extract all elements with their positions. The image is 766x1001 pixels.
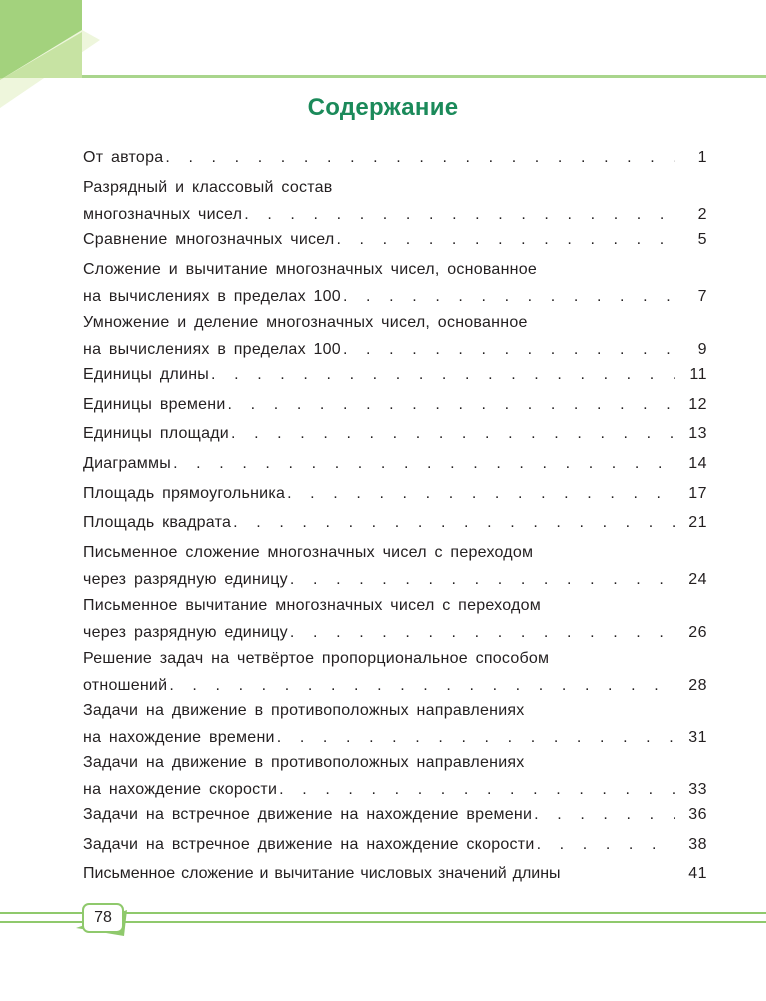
toc-page-number: 12 bbox=[688, 396, 707, 413]
toc-page-number: 31 bbox=[688, 729, 707, 746]
toc-entry-title: Письменное сложение и вычитание числовых значений длины bbox=[83, 865, 561, 882]
toc-page-number: 21 bbox=[688, 514, 707, 531]
toc-entry[interactable] bbox=[83, 749, 707, 803]
toc-page-number: 1 bbox=[697, 149, 707, 166]
toc-entry-title: на вычислениях в пределах 100 bbox=[83, 341, 341, 358]
toc-entry[interactable] bbox=[83, 144, 707, 171]
toc-entry[interactable] bbox=[83, 174, 707, 228]
dot-leader bbox=[537, 831, 675, 858]
toc-entry-title: Площадь квадрата bbox=[83, 514, 232, 531]
toc-entry-title-line1: Разрядный и классовый состав bbox=[83, 179, 333, 196]
page-number-badge: 78 bbox=[82, 903, 124, 933]
toc-entry-title: Сравнение многозначных чисел bbox=[83, 231, 335, 248]
dot-leader bbox=[228, 391, 675, 418]
toc-entry-title-line1: Решение задач на четвёртое пропорциональное способом bbox=[83, 650, 550, 667]
toc-entry-title-line1: Сложение и вычитание многозначных чисел, основанное bbox=[83, 261, 538, 278]
toc-page-number: 11 bbox=[689, 366, 707, 383]
toc-entry[interactable] bbox=[83, 226, 707, 253]
dot-leader bbox=[279, 776, 675, 803]
toc-entry-title: Единицы площади bbox=[83, 425, 229, 442]
toc-entry-title: От автора bbox=[83, 149, 164, 166]
page-title: Содержание bbox=[307, 94, 459, 121]
toc-entry-title: Задачи на встречное движение на нахождение времени bbox=[83, 806, 533, 823]
dot-leader bbox=[173, 450, 675, 477]
toc-entry-title: Диаграммы bbox=[83, 455, 172, 472]
dot-leader bbox=[343, 283, 675, 310]
toc-entry-title-line1: Задачи на движение в противоположных направлениях bbox=[83, 702, 525, 719]
toc-entry-title: отношений bbox=[83, 677, 168, 694]
toc-entry[interactable] bbox=[83, 420, 707, 447]
dot-leader bbox=[343, 336, 675, 363]
toc-entry-title-line1: Письменное сложение многозначных чисел с переходом bbox=[83, 544, 534, 561]
toc-entry-title: Площадь прямоугольника bbox=[83, 485, 286, 502]
toc-entry[interactable] bbox=[83, 592, 707, 646]
toc-page-number: 38 bbox=[688, 836, 707, 853]
toc-page-number: 2 bbox=[697, 206, 707, 223]
dot-leader bbox=[287, 480, 675, 507]
toc-page-number: 9 bbox=[697, 341, 707, 358]
toc-entry-title: Единицы времени bbox=[83, 396, 226, 413]
toc-entry[interactable] bbox=[83, 256, 707, 310]
toc-page-number: 36 bbox=[688, 806, 707, 823]
dot-leader bbox=[211, 361, 675, 388]
toc-entry[interactable] bbox=[83, 361, 707, 388]
toc-entry[interactable] bbox=[83, 539, 707, 593]
dot-leader bbox=[290, 566, 675, 593]
toc-page-number: 26 bbox=[688, 624, 707, 641]
toc-entry-title: на вычислениях в пределах 100 bbox=[83, 288, 341, 305]
dot-leader bbox=[244, 201, 675, 228]
dot-leader bbox=[169, 672, 675, 699]
dot-leader bbox=[534, 801, 675, 828]
toc-entry[interactable] bbox=[83, 450, 707, 477]
toc-entry[interactable] bbox=[83, 391, 707, 418]
toc-entry-title: на нахождение скорости bbox=[83, 781, 278, 798]
toc-entry-title: через разрядную единицу bbox=[83, 624, 288, 641]
toc-page-number: 28 bbox=[688, 677, 707, 694]
dot-leader bbox=[233, 509, 675, 536]
toc-entry-title-line1: Умножение и деление многозначных чисел, основанное bbox=[83, 314, 528, 331]
toc-page-number: 17 bbox=[688, 485, 707, 502]
toc-entry-title: Единицы длины bbox=[83, 366, 210, 383]
toc-entry[interactable] bbox=[83, 509, 707, 536]
toc-entry-title: Задачи на встречное движение на нахождение скорости bbox=[83, 836, 535, 853]
toc-entry[interactable] bbox=[83, 801, 707, 828]
toc-entry[interactable] bbox=[83, 309, 707, 363]
toc-page-number: 14 bbox=[688, 455, 707, 472]
dot-leader bbox=[336, 226, 675, 253]
toc-entry-title: на нахождение времени bbox=[83, 729, 275, 746]
toc-entry[interactable] bbox=[83, 697, 707, 751]
toc-page-number: 7 bbox=[697, 288, 707, 305]
dot-leader bbox=[231, 420, 675, 447]
toc-entry[interactable] bbox=[83, 831, 707, 858]
toc-entry-title-line1: Письменное вычитание многозначных чисел с переходом bbox=[83, 597, 542, 614]
toc-page-number: 13 bbox=[688, 425, 707, 442]
toc-entry-title: многозначных чисел bbox=[83, 206, 243, 223]
toc-page-number: 33 bbox=[688, 781, 707, 798]
toc-entry[interactable] bbox=[83, 860, 707, 887]
toc-page-number: 24 bbox=[688, 571, 707, 588]
toc-entry[interactable] bbox=[83, 480, 707, 507]
dot-leader bbox=[290, 619, 675, 646]
dot-leader bbox=[165, 144, 675, 171]
toc-entry[interactable] bbox=[83, 645, 707, 699]
toc-page-number: 5 bbox=[697, 231, 707, 248]
dot-leader bbox=[277, 724, 675, 751]
toc-entry-title: через разрядную единицу bbox=[83, 571, 288, 588]
toc-page-number: 41 bbox=[688, 865, 707, 882]
toc-entry-title-line1: Задачи на движение в противоположных направлениях bbox=[83, 754, 525, 771]
table-of-contents bbox=[83, 0, 707, 1001]
